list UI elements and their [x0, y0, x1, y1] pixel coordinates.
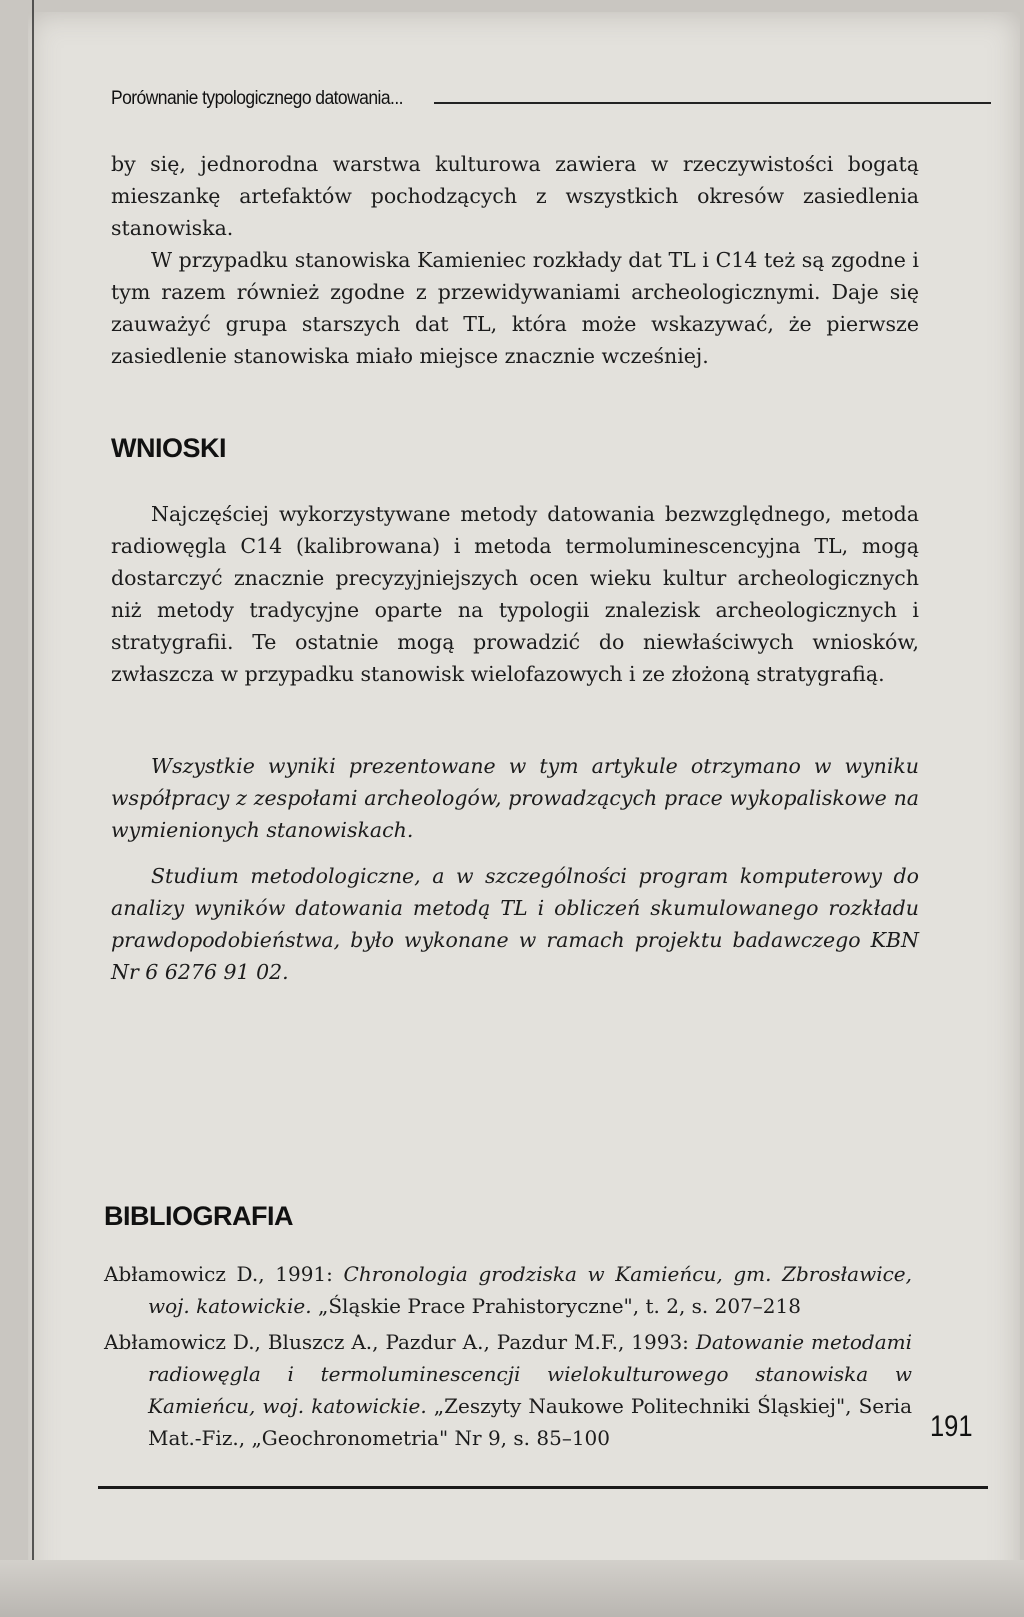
- bibliography-entry: [104, 1258, 912, 1322]
- bib-authors: Abłamowicz D., Bluszcz A., Pazdur A., Pazdur M.F., 1993:: [104, 1330, 696, 1354]
- footer-rule: [98, 1486, 988, 1489]
- running-header: [111, 88, 991, 110]
- bibliography-entry: [104, 1326, 912, 1454]
- running-title: Porównanie typologicznego datowania...: [111, 88, 403, 109]
- section-heading-bibliography: BIBLIOGRAFIA: [104, 1201, 293, 1231]
- bib-source: „Zeszyty Naukowe Politechniki Śląskiej", Seria Mat.-Fiz., „Geochronometria" Nr 9, s. 85–100: [148, 1394, 912, 1450]
- bib-title: Datowanie metodami radiowęgla i termoluminescencji wielokulturowego stanowiska w Kamieńcu, woj. katowickie.: [148, 1330, 912, 1418]
- page-number: 191: [930, 1410, 973, 1443]
- paragraph-conclusions: Najczęściej wykorzystywane metody datowania bezwzględnego, metoda radiowęgla C14 (kalibrowana) i metoda termoluminescencyjna TL, mogą dostarczyć znacznie precyzyjniejszych ocen wieku kultur archeologicznych niż metody tradycyjne oparte na typologii znalezisk archeologicznych i stratygrafii. Te ostatnie mogą prowadzić do niewłaściwych wniosków, zwłaszcza w przypadku stanowisk wielofazowych i ze złożoną stratygrafią.: [111, 502, 919, 686]
- bibliography-section: [104, 1201, 912, 1458]
- section-heading-conclusions: WNIOSKI: [111, 433, 226, 463]
- bib-source: „Śląskie Prace Prahistoryczne", t. 2, s. 207–218: [311, 1294, 801, 1318]
- acknowledgement-grant: Studium metodologiczne, a w szczególności program komputerowy do analizy wyników datowania metodą TL i obliczeń skumulowanego rozkładu prawdopodobieństwa, było wykonane w ramach projektu badawczego KBN Nr 6 6276 91 02.: [111, 864, 919, 984]
- acknowledgement-archaeologists: Wszystkie wyniki prezentowane w tym artykule otrzymano w wyniku współpracy z zespołami archeologów, prowadzących prace wykopaliskowe na wymienionych stanowiskach.: [111, 754, 919, 842]
- header-rule: [434, 102, 991, 104]
- paragraph-kamieniec: W przypadku stanowiska Kamieniec rozkłady dat TL i C14 też są zgodne i tym razem również zgodne z przewidywaniami archeologicznymi. Daje się zauważyć grupa starszych dat TL, która może wskazywać, że pierwsze zasiedlenie stanowiska miało miejsce znacznie wcześniej.: [111, 248, 919, 368]
- acknowledgements: [111, 750, 919, 988]
- main-text: [111, 148, 919, 988]
- binding-edge-line: [32, 0, 34, 1617]
- bib-authors: Abłamowicz D., 1991:: [104, 1262, 344, 1286]
- bib-title: Chronologia grodziska w Kamieńcu, gm. Zbrosławice, woj. katowickie.: [148, 1262, 912, 1318]
- paragraph-continuation: by się, jednorodna warstwa kulturowa zawiera w rzeczywistości bogatą mieszankę artefaktów pochodzących z wszystkich okresów zasiedlenia stanowiska.: [111, 152, 919, 240]
- scan-bottom-edge: [0, 1560, 1024, 1617]
